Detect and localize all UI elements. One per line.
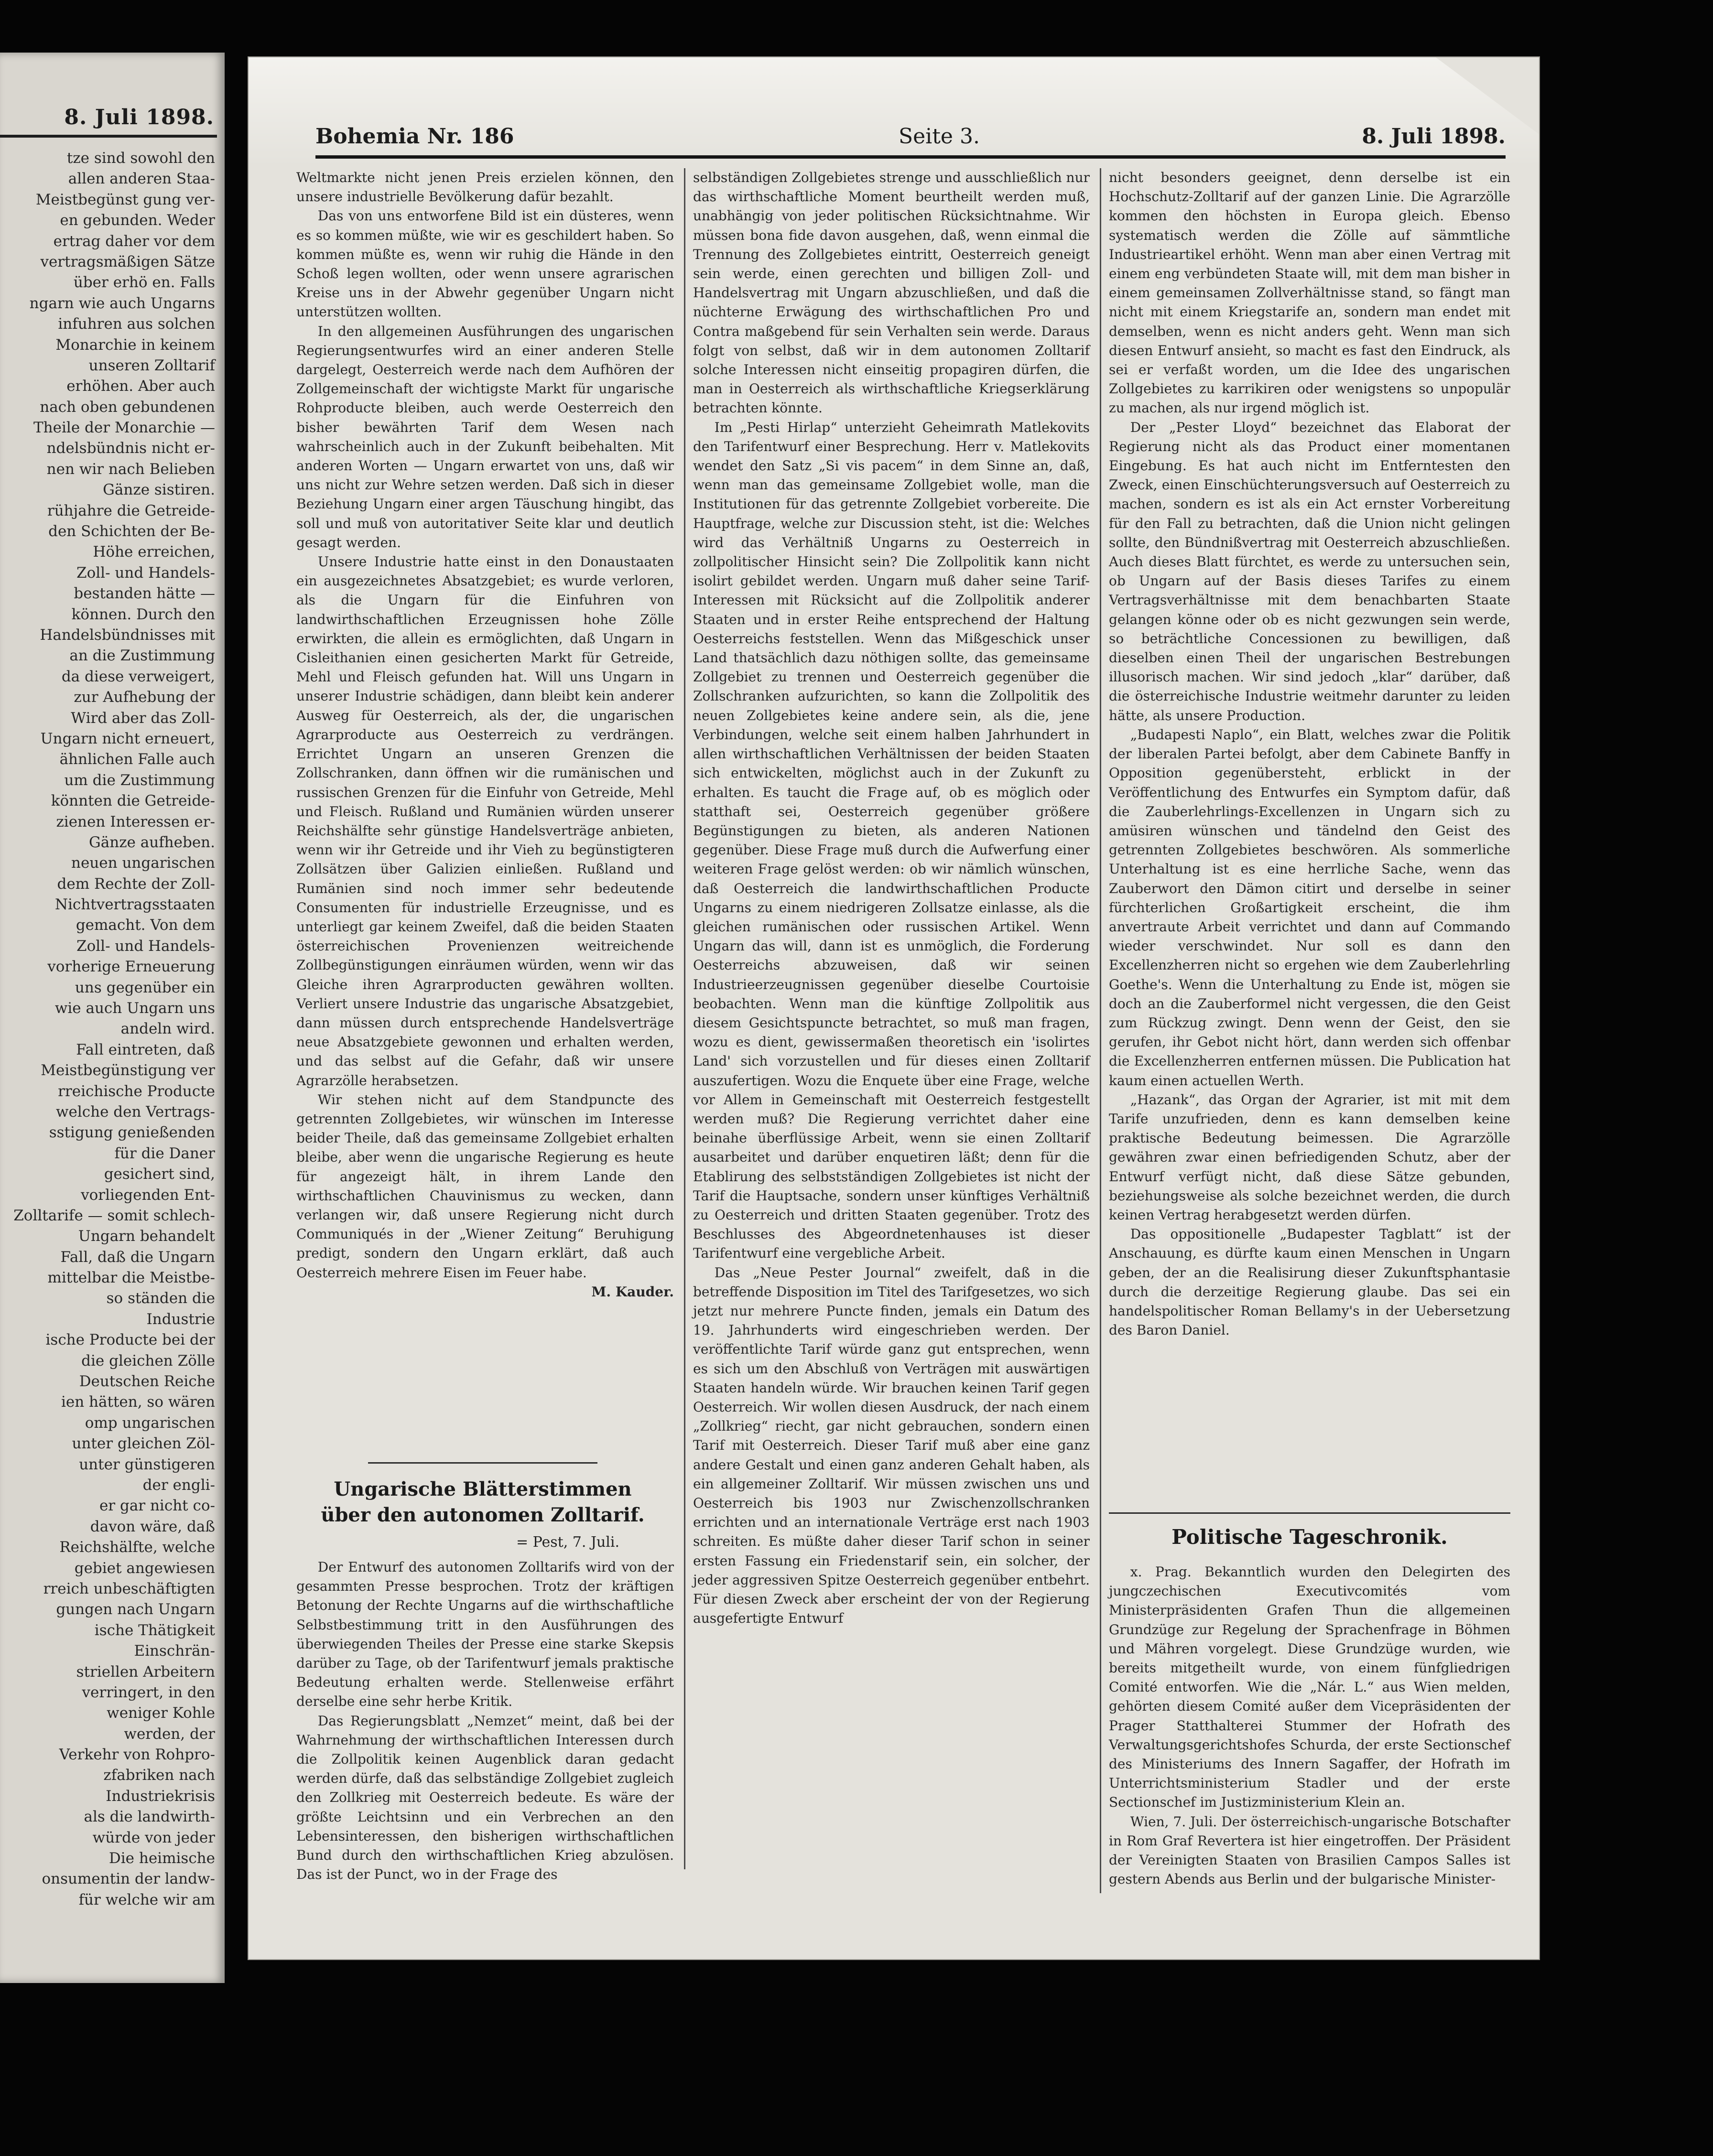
previous-page-line: dem Rechte der Zoll- [57, 875, 215, 893]
col3-paragraph: „Hazank“, das Organ der Agrarier, ist mit mit dem Tarife unzufrieden, denn es kann demselben keine praktische Bedeutung beimessen. Die Agrarzölle gewähren zwar einen befriedigenden Schutz, aber der Entwurf verfügt nicht, daß diese Sätze gebunden, beziehungsweise als solche bezeichnet werden, die durch keinen Vertrag herabgesetzt werden dürfen. [1109, 1091, 1510, 1223]
col3-paragraph: nicht besonders geeignet, denn derselbe ist ein Hochschutz-Zolltarif auf der ganzen Linie. Die Agrarzölle kommen den höchsten in Europa gleich. Ebenso systematisch werden die Zölle auf sämmtliche Industrieartikel erhöht. Wenn man aber einen Vertrag mit einem eng verbündeten Staate will, mit dem man bisher in einem gemeinsamen Zollverhältnisse stand, so fängt man nicht mit einem Kriegstarife an, sondern man endet mit demselben, wenn es nicht anders geht. Wenn man sich diesen Entwurf ansieht, so macht es fast den Eindruck, als sei er verfaßt worden, um die Idee des ungarischen Zollgebietes zu karrikiren oder wenigstens so unpopulär zu machen, als nur irgend möglich ist. [1109, 170, 1510, 416]
previous-page-line: uns gegenüber ein [75, 979, 215, 996]
newspaper-page [249, 57, 1539, 1959]
previous-page-line: der engli- [142, 1477, 215, 1494]
previous-page-line: da diese verweigert, [61, 668, 215, 685]
previous-page-line: bestanden hätte — [74, 585, 215, 603]
page-header [315, 124, 1506, 158]
previous-page-line: gebiet angewiesen [74, 1559, 215, 1577]
previous-page-line: Einschrän- [134, 1642, 215, 1660]
previous-page-line: sstigung genießenden [49, 1124, 215, 1142]
previous-page-line: mittelbar die Meistbe- [47, 1269, 215, 1287]
previous-page-line: zfabriken nach [103, 1767, 215, 1784]
previous-page-line: die gleichen Zölle [81, 1352, 215, 1369]
previous-page-line: Zoll- und Handels- [76, 564, 215, 582]
col1-paragraph: Unsere Industrie hatte einst in den Donaustaaten ein ausgezeichnetes Absatzgebiet; es wurde verloren, als die Ungarn für die Einfuhren von landwirthschaftlichen Erzeugnissen hohe Zölle erwirkten, die allein es ermöglichten, daß Ungarn in Cisleithanien einen gesicherten Markt für Getreide, Mehl und Fleisch gefunden hat. Will uns Ungarn in unserer Industrie schädigen, dann bleibt kein anderer Ausweg für Oesterreich, als der, die ungarischen Agrarproducte aus Oesterreich zu verdrängen. Errichtet Ungarn an unseren Grenzen die Zollschranken, dann öffnen wir die rumänischen und russischen Grenzen für die Einfuhr von Getreide, Mehl und Fleisch. Rußland und Rumänien würden unserer Reichshälfte sehr günstige Handelsverträge anbieten, wenn wir ihr Getreide und ihr Vieh zu begünstigteren Zollsätzen über Galizien einließen. Rußland und Rumänien sind noch immer sehr bedeutende Consumenten für industrielle Erzeugnisse, und es unterliegt gar keinem Zweifel, daß die beiden Staaten österreichischen Provenienzen weitreichende Zollbegünstigungen einräumen würden, wenn wir das Gleiche ihren Agrarproducten gewähren wollten. Verliert unsere Industrie das ungarische Absatzgebiet, dann müssen durch entsprechende Handelsverträge neue Absatzgebiete gewonnen und erhalten werden, und das selbst auf die Gefahr, daß wir unsere Agrarzölle herabsetzen. [296, 554, 674, 1089]
previous-page-line: neuen ungarischen [71, 854, 215, 872]
previous-page-line: gemacht. Von dem [76, 916, 215, 934]
previous-page-date: 8. Juli 1898. [64, 105, 214, 129]
previous-page-line: en gebunden. Weder [60, 212, 215, 229]
previous-page-line: weniger Kohle [107, 1704, 215, 1722]
previous-page-line: Deutschen Reiche [79, 1373, 215, 1391]
previous-page-text-column [2, 148, 215, 1910]
previous-page-line: Höhe erreichen, [93, 543, 215, 561]
previous-page-line: striellen Arbeitern [76, 1663, 215, 1681]
previous-page-edge [0, 53, 225, 1983]
previous-page-line: würde von jeder [92, 1829, 215, 1846]
previous-page-line: Theile der Monarchie — [33, 419, 215, 437]
previous-page-line: Ungarn behandelt [78, 1228, 215, 1245]
previous-page-line: zur Aufhebung der [74, 689, 215, 706]
page-number: Seite 3. [899, 124, 980, 149]
chronicle-body [1109, 1563, 1510, 1887]
previous-page-line: zienen Interessen er- [56, 813, 215, 830]
previous-page-line: rühjahre die Getreide- [47, 502, 215, 519]
previous-page-line: andeln wird. [120, 1020, 215, 1038]
previous-page-line: über erhö en. Falls [73, 274, 215, 291]
col2-paragraph: selbständigen Zollgebietes strenge und ausschließlich nur das wirthschaftliche Moment beurtheilt werden muß, unabhängig von jeder politischen Rücksichtnahme. Wir müssen bona fide davon ausgehen, daß, wenn einmal die Trennung des Zollgebietes eintritt, Oesterreich geneigt sein werde, einen gerechten und billigen Zoll- und Handelsvertrag mit Ungarn abzuschließen, und daß die nüchterne Erwägung des wirthschaftlichen Pro und Contra maßgebend für sein Verhalten sein werde. Daraus folgt von selbst, daß wir in dem autonomen Zolltarif solche Interessen nicht einseitig propagiren dürfen, die man in Oesterreich als wirthschaftliche Kriegserklärung betrachten könnte. [693, 170, 1090, 416]
column-divider-2 [1100, 168, 1101, 1893]
previous-page-line: Monarchie in keinem [55, 336, 215, 354]
previous-page-line: können. Durch den [71, 605, 215, 623]
previous-page-line: Handelsbündnisses mit [40, 626, 215, 644]
section-separator [1109, 1512, 1510, 1514]
previous-page-line: ien hätten, so wären [61, 1393, 215, 1411]
previous-page-line: welche den Vertrags- [55, 1103, 215, 1121]
chronicle-paragraph: Wien, 7. Juli. Der österreichisch-ungarische Botschafter in Rom Graf Revertera ist hier eingetroffen. Der Präsident der Vereinigten Staaten von Brasilien Campos Salles ist gestern Abends aus Berlin und der bulgarische Minister- [1109, 1813, 1510, 1887]
article-paragraph: Der Entwurf des autonomen Zolltarifs wird von der gesammten Presse besprochen. Trotz der kräftigen Betonung der Rechte Ungarns auf die wirthschaftliche Selbstbestimmung tritt in den Ausführungen des überwiegenden Theiles der Presse eine starke Skepsis darüber zu Tage, ob der Tarifentwurf jemals praktische Bedeutung erhalten werde. Stellenweise erfährt derselbe eine sehr herbe Kritik. [296, 1559, 674, 1710]
previous-page-line: nen wir nach Belieben [46, 460, 215, 478]
previous-page-line: Verkehr von Rohpro- [59, 1746, 215, 1764]
previous-page-line: rreich unbeschäftigten [43, 1580, 215, 1597]
article-dateline: = Pest, 7. Juli. [516, 1534, 620, 1551]
previous-page-line: ische Thätigkeit [94, 1621, 215, 1639]
col2-paragraph: Das „Neue Pester Journal“ zweifelt, daß in die betreffende Disposition im Titel des Tarifgesetzes, wo sich jetzt nur mehrere Puncte finden, jemals ein Datum des 19. Jahrhunderts wird eingeschrieben werden. Der veröffentlichte Tarif würde ganz gut entsprechen, wenn es sich um den Abschluß von Verträgen mit auswärtigen Staaten handeln würde. Wir brauchen keinen Tarif gegen Oesterreich. Wir wollen diesen Ausdruck, der nach einem „Zollkrieg“ riecht, gar nicht gebrauchen, sondern einen Tarif mit Oesterreich. Dieser Tarif muß aber eine ganz andere Gestalt und einen ganz anderen Gehalt haben, als ein allgemeiner Zolltarif. Wir müssen zwischen uns und Oesterreich bis 1903 nur Zwischenzollschranken errichten und an internationale Verträge erst nach 1903 schreiten. Es müßte daher dieser Tarif schon in seiner ersten Fassung ein Friedenstarif sein, ein solcher, der jeder aggressiven Spitze Oesterreich gegenüber entbehrt. Für diesen Zweck aber erscheint der von der Regierung ausgefertigte Entwurf [693, 1264, 1090, 1627]
previous-page-line: Fall, daß die Ungarn [60, 1248, 215, 1266]
previous-page-line: Fall eintreten, daß [76, 1041, 215, 1058]
article-signature: M. Kauder. [591, 1283, 674, 1300]
previous-page-line: unter gleichen Zöl- [72, 1435, 215, 1453]
previous-page-line: ertrag daher vor dem [53, 232, 215, 250]
previous-page-header-rule [0, 135, 217, 138]
previous-page-line: unter günstigeren [79, 1455, 215, 1473]
previous-page-line: verringert, in den [82, 1683, 215, 1701]
previous-page-line: wie auch Ungarn uns [54, 1000, 215, 1017]
col1-paragraph: In den allgemeinen Ausführungen des ungarischen Regierungsentwurfes wird an einer anderen Stelle dargelegt, Oesterreich werde nach dem Aufhören der Zollgemeinschaft der wichtigste Markt für ungarische Rohproducte bleiben, auch werde Oesterreich den bisher bewährten Tarif dem Wesen nach wahrscheinlich auch in der Zukunft beibehalten. Mit anderen Worten — Ungarn erwartet von uns, daß wir uns nicht zur Wehre setzen werden. Daß sich in dieser Beziehung Ungarn einer argen Täuschung hingibt, das soll und muß von autoritativer Seite klar und deutlich gesagt werden. [296, 323, 674, 550]
previous-page-line: ische Producte bei der [45, 1331, 215, 1349]
previous-page-line: Industrie [146, 1310, 215, 1328]
previous-page-line: Die heimische [108, 1850, 215, 1867]
col3-paragraph: Das oppositionelle „Budapester Tagblatt“ ist der Anschauung, es dürfte kaum einen Menschen in Ungarn geben, der an die Realisirung dieser Zukunftsphantasie durch die derzeitige Regierung glaube. Das sei ein handelspolitischer Roman Bellamy's in der Uebersetzung des Baron Daniel. [1109, 1226, 1510, 1338]
previous-page-line: für die Daner [114, 1144, 215, 1162]
column-3 [1109, 168, 1510, 1501]
previous-page-line: den Schichten der Be- [48, 523, 215, 540]
col2-paragraph: Im „Pesti Hirlap“ unterzieht Geheimrath Matlekovits den Tarifentwurf einer Besprechung. Herr v. Matlekovits wendet den Satz „Si vis pacem“ in dem Sinne an, daß, wenn man das gemeinsame Zollgebiet wolle, man die Institutionen für das getrennte Zollgebiet vorbereite. Die Hauptfrage, welche zur Discussion steht, ist die: Welches wird das Verhältniß Ungarns zu Oesterreich in zollpolitischer Hinsicht sein? Die Zollpolitik kann nicht isolirt gebildet werden. Ungarn muß daher seine Tarif-Interessen mit Rücksicht auf die Zollpolitik anderer Staaten und in erster Reihe entsprechend der Haltung Oesterreichs feststellen. Wenn das Mißgeschick unser Land thatsächlich dazu nöthigen sollte, das gemeinsame Zollgebiet zu trennen und Oesterreich gegenüber die Zollschranken aufzurichten, so kann die Zollpolitik des neuen Zollgebietes keine andere sein, als die, jene Verbindungen, welche seit einem halben Jahrhundert in allen wirthschaftlichen Verhältnissen der beiden Staaten sich entwickelten, möglichst auch in der Zukunft zu erhalten. Es taucht die Frage auf, ob es möglich oder statthaft sei, Oesterreich gegenüber größere Begünstigungen zu bieten, als anderen Nationen gegenüber. Diese Frage muß durch die Aufwerfung einer weiteren Frage gelöst werden: ob wir nämlich wünschen, daß Oesterreich die landwirthschaftlichen Producte Ungarns zu einem niedrigeren Zollsatze einlasse, als die gleichen rumänischen oder russischen Artikel. Wenn Ungarn das will, dann ist es unmöglich, die Forderung Oesterreichs abzuweisen, daß wir seinen Industrieerzeugnissen gegenüber dieselbe Courtoisie beobachten. Wenn man die künftige Zollpolitik aus diesem Gesichtspuncte betrachtet, so muß man fragen, wozu es dient, gewissermaßen theoretisch ein 'isolirtes Land' sich vorzustellen und für dieses einen Zolltarif auszufertigen. Wozu die Enquete über eine Frage, welche vor Allem in Gemeinschaft mit Oesterreich festgestellt werden muß? Die Regierung verrichtet daher eine beinahe überflüssige Arbeit, wenn sie einen Zolltarif ausarbeitet und darüber enquetiren läßt; denn für die Etablirung des selbstständigen Zollgebietes ist nicht der Tarif die Hauptsache, sondern unser künftiges Verhältniß zu Oesterreich und dritten Staaten gegenüber. Trotz des Beschlusses des Abgeordnetenhauses ist dieser Tarifentwurf eine vergebliche Arbeit. [693, 419, 1090, 1261]
previous-page-line: Wird aber das Zoll- [71, 709, 215, 727]
previous-page-line: gesichert sind, [104, 1165, 215, 1183]
previous-page-line: ndelsbündnis nicht er- [46, 440, 215, 457]
previous-page-line: Industriekrisis [106, 1787, 215, 1805]
col1-paragraph: Das von uns entworfene Bild ist ein düsteres, wenn es so kommen müßte, wie wir es geschildert haben. So kommen müßte es, wenn wir ruhig die Hände in den Schoß legen wollten, oder wenn unsere agrarischen Kreise uns in der Abwehr gegenüber Ungarn nicht unterstützen wollten. [296, 208, 674, 320]
article-heading: Ungarische Blätterstimmen über den autonomen Zolltarif. [321, 1478, 645, 1526]
previous-page-line: nach oben gebundenen [40, 398, 215, 416]
previous-page-line: ähnlichen Falle auch [59, 751, 215, 768]
previous-page-line: Gänze aufheben. [89, 833, 215, 851]
previous-page-line: werden, der [124, 1725, 215, 1743]
chronicle-paragraph: x. Prag. Bekanntlich wurden den Delegirten des jungczechischen Executivcomités vom Ministerpräsidenten Grafen Thun die allgemeinen Grundzüge zur Regelung der Sprachenfrage in Böhmen und Mähren vorgelegt. Diese Grundzüge wurden, wie bereits mitgetheilt wurde, von einem fünfgliedrigen Comité entworfen. Wie die „Nár. L.“ aus Wien melden, gehörten diesem Comité außer dem Vicepräsidenten der Prager Statthalterei Stummer der Hofrath des Verwaltungsgerichtshofes Schurda, der erste Sectionschef des Ministeriums des Innern Sagaffer, der Hofrath im Unterrichtsministerium Stadler und der erste Sectionschef im Justizministerium Klein an. [1109, 1564, 1510, 1811]
article-paragraph: Das Regierungsblatt „Nemzet“ meint, daß bei der Wahrnehmung der wirthschaftlichen Interessen durch die Zollpolitik keinen Augenblick daran gedacht werden dürfe, daß das selbständige Zollgebiet zugleich den Zollkrieg mit Oesterreich bedeute. Es wäre der größte Leichtsinn und ein Verbrechen an den Lebensinteressen, den bisherigen wirthschaftlichen Bund durch den wirthschaftlichen Krieg abzulösen. Das ist der Punct, wo in der Frage des [296, 1713, 674, 1883]
previous-page-line: er gar nicht co- [99, 1497, 215, 1515]
col1-paragraph: Wir stehen nicht auf dem Standpuncte des getrennten Zollgebietes, wir wünschen im Interesse beider Theile, daß das gemeinsame Zollgebiet erhalten bleibe, aber wenn die ungarische Regierung es heute für angezeigt hält, in ihrem Lande den wirthschaftlichen Chauvinismus zu wecken, dann verlangen wir, daß unsere Regierung nicht durch Communiqués in der „Wiener Zeitung“ Beruhigung predigt, sondern den Ungarn erklärt, daß auch Oesterreich mehrere Eisen im Feuer habe. [296, 1091, 674, 1281]
header-rule [315, 155, 1506, 159]
previous-page-line: Reichshälfte, welche [59, 1539, 215, 1556]
previous-page-line: um die Zustimmung [64, 771, 215, 789]
previous-page-line: erhöhen. Aber auch [66, 377, 215, 395]
previous-page-line: allen anderen Staa- [68, 170, 215, 188]
previous-page-line: als die landwirth- [84, 1808, 215, 1826]
masthead-issue: Bohemia Nr. 186 [315, 124, 514, 149]
previous-page-line: omp ungarischen [85, 1414, 215, 1432]
section-heading: Politische Tageschronik. [1171, 1525, 1448, 1549]
previous-page-line: Meistbegünstigung ver [41, 1062, 215, 1079]
previous-page-line: gungen nach Ungarn [56, 1601, 215, 1618]
article-body [296, 1558, 674, 1883]
previous-page-line: Zolltarife — somit schlech- [13, 1207, 215, 1224]
previous-page-line: rreichische Producte [58, 1082, 215, 1100]
previous-page-line: ngarn wie auch Ungarns [29, 294, 215, 312]
column-divider-1 [684, 168, 685, 1869]
previous-page-line: könnten die Getreide- [51, 792, 215, 810]
previous-page-line: tze sind sowohl den [66, 150, 215, 167]
previous-page-line: vorliegenden Ent- [81, 1186, 215, 1204]
column-2 [693, 168, 1090, 1884]
previous-page-line: Zoll- und Handels- [76, 937, 215, 955]
previous-page-line: Ungarn nicht erneuert, [40, 730, 215, 747]
previous-page-line: vorherige Erneuerung [47, 958, 215, 976]
previous-page-line: unseren Zolltarif [88, 356, 215, 374]
article-separator [368, 1462, 597, 1464]
previous-page-line: Gänze sistiren. [103, 481, 215, 499]
previous-page-line: Meistbegünst gung ver- [35, 191, 215, 208]
col3-paragraph: „Budapesti Naplo“, ein Blatt, welches zwar die Politik der liberalen Partei befolgt, aber dem Cabinete Banffy in Opposition gegenübersteht, erblickt in der Veröffentlichung des Entwurfes ein Symptom dafür, daß die Zauberlehrlings-Excellenzen in Ungarn sich zu amüsiren wünschen und tändelnd den Geist des getrennten Zollgebietes beschwören. Als sommerliche Unterhaltung ist es eine herrliche Sache, wenn das Zauberwort den Dämon citirt und derselbe in seiner fürchterlichen Großartigkeit erscheint, die ihm anvertraute Arbeit verrichtet und dann auf Commando wieder verschwindet. Nur soll es dann den Excellenzherren nicht so ergehen wie dem Zauberlehrling Goethe's. Wenn die Unterhaltung zu Ende ist, mögen sie doch an die Zauberformel nicht vergessen, die den Geist zum Rückzug zwingt. Denn wenn der Geist, den sie gerufen, ihr Gebot nicht hört, dann werden sich offenbar die Excellenzherren entfernen müssen. Die Publication hat kaum einen actuellen Werth. [1109, 726, 1510, 1089]
previous-page-line: davon wäre, daß [90, 1518, 215, 1535]
previous-page-line: vertragsmäßigen Sätze [40, 253, 215, 270]
previous-page-line: für welche wir am [78, 1891, 215, 1908]
col1-paragraph: Weltmarkte nicht jenen Preis erzielen können, den unsere industrielle Bevölkerung dafür bezahlt. [296, 170, 674, 205]
previous-page-line: so ständen die [106, 1290, 215, 1307]
issue-date: 8. Juli 1898. [1362, 124, 1506, 149]
previous-page-line: Nichtvertragsstaaten [54, 896, 215, 914]
col3-paragraph: Der „Pester Lloyd“ bezeichnet das Elaborat der Regierung nicht als das Product einer momentanen Eingebung. Es hat auch nicht im Entferntesten den Zweck, einen Einschüchterungsversuch auf Oesterreich zu machen, sondern es ist als ein Act ernster Vorbereitung für den Fall zu betrachten, daß die Union nicht gelingen sollte, den Bündnißvertrag mit Oesterreich abzuschließen. Auch dieses Blatt fürchtet, es werde zu untersuchen sein, ob Ungarn auf der Basis dieses Tarifes zu einem Vertragsverhältnisse mit dem benachbarten Staate gelangen könne oder ob es nicht gezwungen sein werde, so beträchtliche Concessionen zu bewilligen, daß dieselben einen Theil der ungarischen Bestrebungen illusorisch machen. Wir sind jedoch „klar“ darüber, daß die österreichische Industrie weitmehr darunter zu leiden hätte, als unsere Production. [1109, 419, 1510, 723]
previous-page-line: onsumentin der landw- [42, 1870, 215, 1888]
previous-page-line: infuhren aus solchen [58, 315, 215, 333]
previous-page-line: an die Zustimmung [69, 647, 215, 665]
